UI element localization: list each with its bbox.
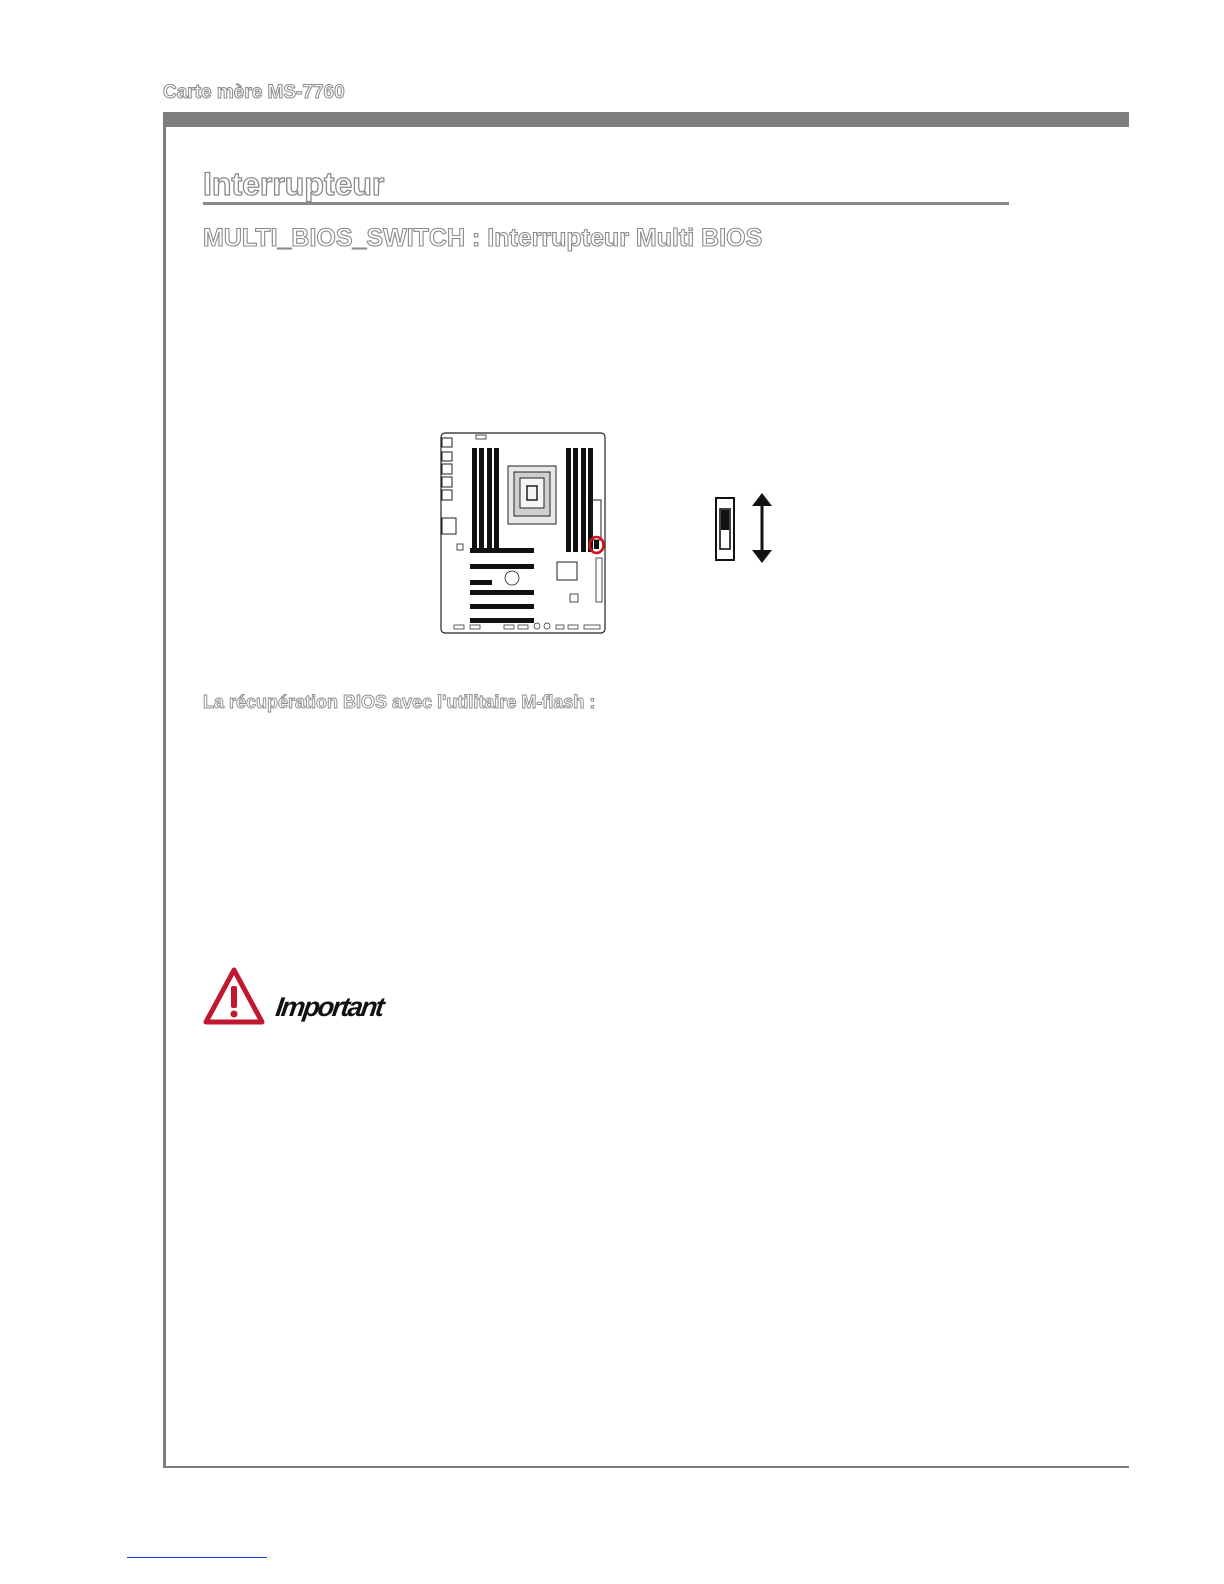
section-underline bbox=[203, 202, 1009, 205]
left-margin-rule bbox=[163, 112, 166, 1468]
running-header: Carte mère MS-7760 bbox=[163, 82, 345, 103]
section-subtitle: MULTI_BIOS_SWITCH : Interrupteur Multi BIOS bbox=[203, 224, 763, 252]
important-notice bbox=[202, 966, 402, 1028]
motherboard-diagram bbox=[440, 432, 606, 634]
double-arrow-icon bbox=[752, 493, 772, 563]
slide-switch-icon bbox=[712, 492, 782, 564]
section-title: Interrupteur bbox=[203, 166, 385, 202]
important-label: Important bbox=[273, 992, 385, 1022]
recovery-heading: La récupération BIOS avec l'utilitaire M-flash : bbox=[203, 692, 596, 712]
header-bar bbox=[163, 112, 1129, 127]
warning-triangle-icon bbox=[202, 966, 266, 1026]
bottom-rule bbox=[163, 1466, 1129, 1468]
footer-link-underline[interactable] bbox=[127, 1557, 267, 1558]
